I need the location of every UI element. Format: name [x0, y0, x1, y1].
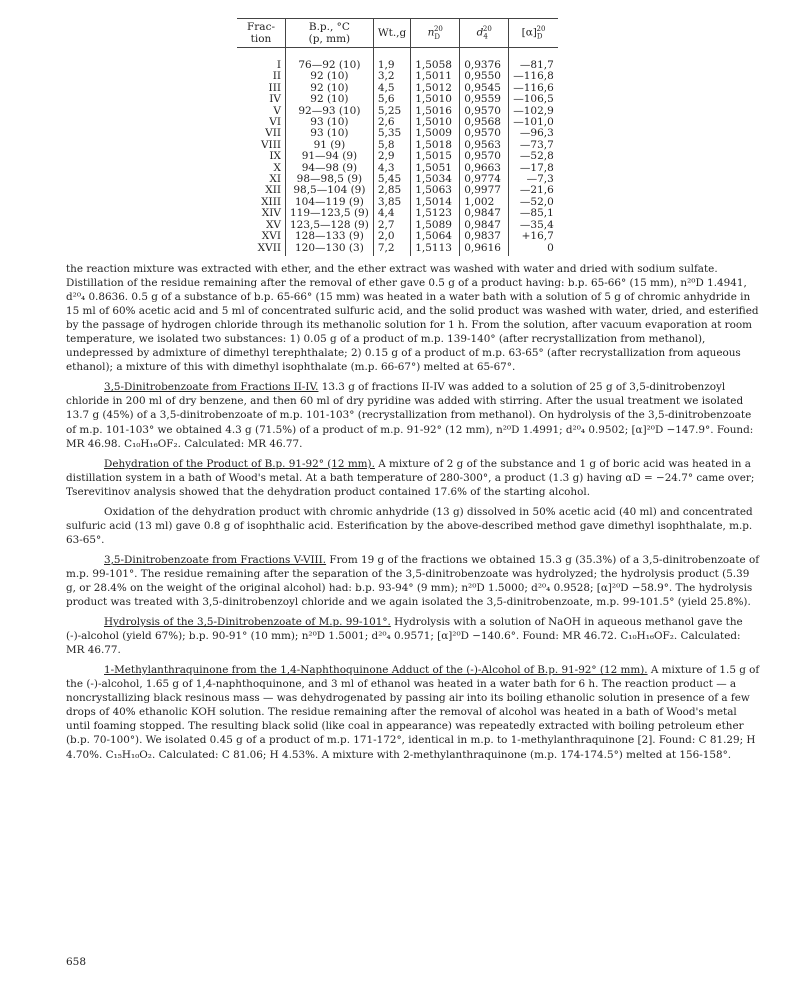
cell-fraction: IX [269, 150, 281, 163]
cell-alpha: —52,8 [509, 151, 558, 162]
cell-bp: 98—98,5 (9) [286, 174, 374, 185]
section-heading: Dehydration of the Product of B.p. 91-92° (12 mm). [104, 457, 375, 470]
section-heading: 1-Methylanthraquinone from the 1,4-Naphthoquinone Adduct of the (-)-Alcohol of B.p. 91-92° (12 mm). [104, 664, 648, 677]
paragraph-text: the reaction mixture was extracted with ether, and the ether extract was washed with water and dried with sodium sulfate. Distillation of the residue remaining after the removal of ether gave 0.5 g of a product having: b.p. 65-66° (15 mm), n²⁰D 1.4941, d²⁰₄ 0.8636. 0.5 g of a substance of b.p. 65-66° (15 mm) was heated in a water bath with a solution of 5 g of chromic anhydride in 15 ml of 60% acetic acid and 5 ml of concentrated sulfuric acid, and the solid product was washed with water, dried, and esterified by the passage of hydrogen chloride through its methanolic solution for 1 h. From the solution, after vacuum evaporation at room temperature, we isolated two substances: 1) 0.05 g of a product of m.p. 139-140° (after recrystallization from methanol), undepressed by admixture of dimethyl terephthalate; 2) 0.15 g of a product of m.p. 63-65° (after recrystallization from aqueous ethanol); a mixture of this with dimethyl isophthalate (m.p. 66-67°) melted at 65-67°. [66, 263, 759, 374]
cell-d: 0,9550 [460, 71, 509, 82]
cell-wt: 2,7 [373, 220, 410, 231]
section-heading: Hydrolysis of the 3,5-Dinitrobenzoate of M.p. 99-101°. [104, 616, 391, 629]
cell-bp: 98,5—104 (9) [286, 185, 374, 196]
cell-bp: 76—92 (10) [286, 48, 374, 72]
cell-alpha: —106,5 [509, 94, 558, 105]
cell-bp: 120—130 (3) [286, 243, 374, 256]
cell-alpha: —85,1 [509, 208, 558, 219]
cell-wt: 5,8 [373, 140, 410, 151]
cell-fraction: XI [269, 173, 281, 186]
cell-fraction: XII [265, 184, 281, 197]
table-row [237, 94, 558, 105]
cell-d: 0,9837 [460, 231, 509, 242]
cell-nd: 1,5010 [411, 117, 460, 128]
cell-d: 1,002 [460, 197, 509, 208]
cell-nd: 1,5089 [411, 220, 460, 231]
cell-wt: 5,25 [373, 106, 410, 117]
cell-d: 0,9663 [460, 163, 509, 174]
cell-nd: 1,5015 [411, 151, 460, 162]
cell-fraction: XV [265, 218, 281, 231]
header-d: $d_4^{20}$ [460, 19, 509, 48]
cell-nd: 1,5034 [411, 174, 460, 185]
cell-d: 0,9847 [460, 208, 509, 219]
cell-alpha: —73,7 [509, 140, 558, 151]
header-fraction: Frac- tion [237, 19, 286, 48]
cell-nd: 1,5123 [411, 208, 460, 219]
paragraph-text: Oxidation of the dehydration product with chromic anhydride (13 g) dissolved in 50% acetic acid (40 ml) and concentrated sulfuric acid (13 ml) gave 0.8 g of isophthalic acid. Esterification by the above-described method gave dimethyl isophthalate, m.p. 63-65°. [66, 505, 753, 546]
cell-alpha: —96,3 [509, 128, 558, 139]
paragraph-text: 13.3 g of fractions II-IV was added to a solution of 25 g of 3,5-dinitrobenzoyl chloride in 200 ml of dry benzene, and then 60 ml of dry pyridine was added with stirring. After the usual treatment we isolated 13.7 g (45%) of a 3,5-dinitrobenzoate of m.p. 101-103° (recrystallization from methanol). On hydrolysis of the 3,5-dinitrobenzoate of m.p. 101-103° we obtained 4.3 g (71.5%) of a product of m.p. 91-92° (12 mm), n²⁰D 1.4991; d²⁰₄ 0.9502; [α]²⁰D −147.9°. Found: MR 46.98. C₁₀H₁₆OF₂. Calculated: MR 46.77. [66, 381, 754, 450]
cell-d: 0,9570 [460, 151, 509, 162]
table-row [237, 151, 558, 162]
cell-alpha: —35,4 [509, 220, 558, 231]
body-text [66, 262, 760, 768]
table-row [237, 243, 558, 256]
header-bp: B.p., °C (p, mm) [286, 19, 374, 48]
cell-alpha: —81,7 [509, 48, 558, 72]
cell-alpha: —21,6 [509, 185, 558, 196]
cell-alpha: 0 [509, 243, 558, 256]
table-header-row [237, 19, 558, 48]
cell-nd: 1,5113 [411, 243, 460, 256]
paragraph-text: A mixture of 1.5 g of the (-)-alcohol, 1.65 g of 1,4-naphthoquinone, and 3 ml of ethanol was heated in a water bath for 6 h. The reaction product — a noncrystallizing black resinous mass — was dehydrogenated by passing air into its boiling ethanolic solution in presence of a few drops of 40% ethanolic KOH solution. The residue remaining after the removal of alcohol was heated in a bath of Wood's metal until foaming stopped. The resulting black solid (like coal in appearance) was repeatedly extracted with boiling petroleum ether (b.p. 70-100°). We isolated 0.45 g of a product of m.p. 171-172°, identical in m.p. to 1-methylanthraquinone [2]. Found: C 81.29; H 4.70%. C₁₅H₁₀O₂. Calculated: C 81.06; H 4.53%. A mixture with 2-methylanthraquinone (m.p. 174-174.5°) melted at 156-158°. [66, 664, 760, 761]
table-row [237, 128, 558, 139]
table-row [237, 220, 558, 231]
paragraph-text: From 19 g of the fractions we obtained 15.3 g (35.3%) of a 3,5-dinitrobenzoate of m.p. 99-101°. The residue remaining after the separation of the 3,5-dinitrobenzoate was hydrolyzed; the hydrolysis product (5.39 g, or 28.4% on the weight of the original alcohol) had: b.p. 93-94° (9 mm); n²⁰D 1.5000; d²⁰₄ 0.9528; [α]²⁰D −58.9°. The hydrolysis product was treated with 3,5-dinitrobenzoyl chloride and we again isolated the 3,5-dinitrobenzoate, m.p. 99-101.5° (yield 25.8%). [66, 553, 760, 609]
cell-wt: 2,85 [373, 185, 410, 196]
cell-bp: 91—94 (9) [286, 151, 374, 162]
cell-wt: 4,4 [373, 208, 410, 219]
table-row [237, 208, 558, 219]
cell-d: 0,9545 [460, 83, 509, 94]
cell-nd: 1,5016 [411, 106, 460, 117]
cell-fraction: II [272, 70, 281, 83]
cell-alpha: +16,7 [509, 231, 558, 242]
cell-wt: 5,35 [373, 128, 410, 139]
cell-bp: 92 (10) [286, 83, 374, 94]
cell-bp: 93 (10) [286, 128, 374, 139]
table-row [237, 140, 558, 151]
paragraph [66, 380, 760, 450]
cell-alpha: —52,0 [509, 197, 558, 208]
cell-wt: 5,45 [373, 174, 410, 185]
cell-nd: 1,5009 [411, 128, 460, 139]
cell-nd: 1,5064 [411, 231, 460, 242]
table-row [237, 231, 558, 242]
cell-bp: 92 (10) [286, 94, 374, 105]
cell-alpha: —101,0 [509, 117, 558, 128]
cell-alpha: —17,8 [509, 163, 558, 174]
cell-nd: 1,5014 [411, 197, 460, 208]
cell-nd: 1,5010 [411, 94, 460, 105]
cell-fraction: XVII [257, 241, 281, 254]
cell-wt: 4,3 [373, 163, 410, 174]
cell-fraction: III [268, 81, 281, 94]
header-wt: Wt.,g [373, 19, 410, 48]
cell-nd: 1,5051 [411, 163, 460, 174]
cell-fraction: X [273, 161, 281, 174]
paragraph [66, 663, 760, 761]
fractions-table [237, 18, 558, 256]
cell-fraction: V [273, 104, 281, 117]
cell-d: 0,9774 [460, 174, 509, 185]
cell-wt: 7,2 [373, 243, 410, 256]
cell-bp: 123,5—128 (9) [286, 220, 374, 231]
cell-d: 0,9616 [460, 243, 509, 256]
cell-bp: 93 (10) [286, 117, 374, 128]
table-row [237, 48, 558, 72]
paragraph-text: Hydrolysis with a solution of NaOH in aqueous methanol gave the (-)-alcohol (yield 67%); b.p. 90-91° (10 mm); n²⁰D 1.5001; d²⁰₄ 0.9571; [α]²⁰D −140.6°. Found: MR 46.72. C₁₀H₁₆OF₂. Calculated: MR 46.77. [66, 616, 743, 657]
cell-d: 0,9847 [460, 220, 509, 231]
cell-fraction: VI [269, 116, 281, 129]
cell-bp: 92 (10) [286, 71, 374, 82]
cell-d: 0,9559 [460, 94, 509, 105]
cell-wt: 2,0 [373, 231, 410, 242]
cell-bp: 91 (9) [286, 140, 374, 151]
section-heading: 3,5-Dinitrobenzoate from Fractions II-IV. [104, 381, 319, 394]
cell-d: 0,9977 [460, 185, 509, 196]
cell-wt: 2,6 [373, 117, 410, 128]
cell-d: 0,9570 [460, 106, 509, 117]
cell-fraction: VIII [260, 138, 281, 151]
cell-bp: 94—98 (9) [286, 163, 374, 174]
cell-wt: 5,6 [373, 94, 410, 105]
cell-wt: 1,9 [373, 48, 410, 72]
section-heading: 3,5-Dinitrobenzoate from Fractions V-VIII. [104, 553, 327, 566]
table-row [237, 83, 558, 94]
cell-fraction: VII [265, 127, 281, 140]
cell-nd: 1,5063 [411, 185, 460, 196]
cell-alpha: —102,9 [509, 106, 558, 117]
cell-d: 0,9568 [460, 117, 509, 128]
paragraph [66, 505, 760, 547]
page-number: 658 [66, 956, 87, 968]
cell-fraction: I [276, 59, 281, 71]
cell-wt: 3,2 [373, 71, 410, 82]
cell-nd: 1,5058 [411, 48, 460, 72]
cell-d: 0,9570 [460, 128, 509, 139]
cell-bp: 104—119 (9) [286, 197, 374, 208]
paragraph [66, 262, 760, 374]
cell-fraction: XVI [261, 230, 281, 243]
header-nd: $n_D^{20}$ [411, 19, 460, 48]
cell-wt: 3,85 [373, 197, 410, 208]
cell-wt: 4,5 [373, 83, 410, 94]
paragraph [66, 553, 760, 609]
cell-nd: 1,5011 [411, 71, 460, 82]
cell-alpha: —116,6 [509, 83, 558, 94]
table-row [237, 71, 558, 82]
cell-nd: 1,5018 [411, 140, 460, 151]
cell-d: 0,9563 [460, 140, 509, 151]
cell-bp: 128—133 (9) [286, 231, 374, 242]
cell-nd: 1,5012 [411, 83, 460, 94]
cell-bp: 92—93 (10) [286, 106, 374, 117]
cell-d: 0,9376 [460, 48, 509, 72]
cell-fraction: IV [269, 93, 281, 106]
cell-wt: 2,9 [373, 151, 410, 162]
cell-bp: 119—123,5 (9) [286, 208, 374, 219]
cell-fraction: XIII [261, 195, 281, 208]
header-alpha: $[\alpha]_D^{20}$ [509, 19, 558, 48]
table-row [237, 197, 558, 208]
cell-alpha: —116,8 [509, 71, 558, 82]
paragraph-text: A mixture of 2 g of the substance and 1 g of boric acid was heated in a distillation system in a bath of Wood's metal. At a bath temperature of 280-300°, a product (1.3 g) having αD = −24.7° came over; Tserevitinov analysis showed that the dehydration product contained 17.6% of the starting alcohol. [66, 457, 755, 498]
table-row [237, 106, 558, 117]
cell-fraction: XIV [261, 207, 281, 220]
paragraph [66, 615, 760, 657]
paragraph [66, 457, 760, 499]
cell-alpha: —7,3 [509, 174, 558, 185]
